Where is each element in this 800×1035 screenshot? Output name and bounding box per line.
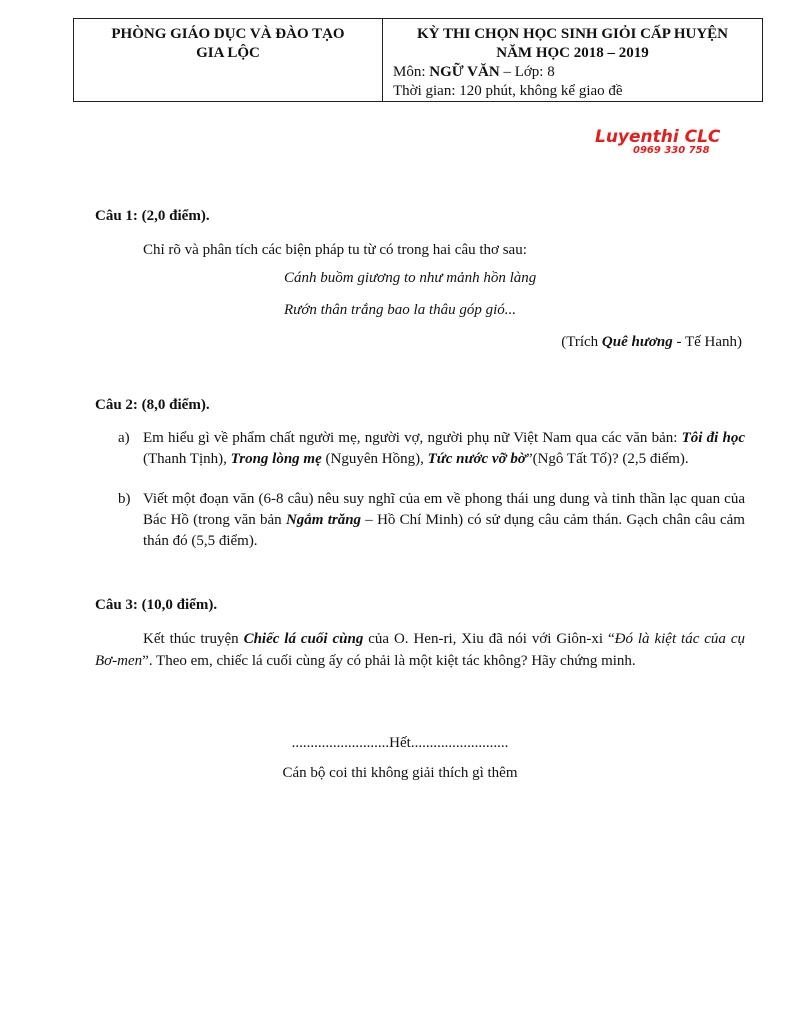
- source-author: - Tế Hanh): [672, 334, 742, 350]
- work-title: Ngắm trăng: [285, 512, 362, 528]
- text-run: ”. Theo em, chiếc lá cuối cùng ấy có phải là một kiệt tác không? Hãy chứng minh.: [142, 653, 636, 669]
- work-title: Chiếc lá cuối cùng: [243, 631, 364, 647]
- item-a-text: [143, 428, 745, 470]
- text-run: Viết một đoạn văn (6-8 câu) nêu suy nghĩ của em về phong thái ung dung và tinh thần lạc quan của Bác Hồ (trong văn bản: [143, 491, 745, 528]
- watermark-name: Luyenthi CLC: [595, 127, 721, 147]
- text-run: (Thanh Tịnh),: [143, 451, 231, 467]
- subject-line: [383, 63, 762, 82]
- question-1-prompt: Chỉ rõ và phân tích các biện pháp tu từ có trong hai câu thơ sau:: [143, 242, 527, 258]
- question-1-title: Câu 1: (2,0 điểm).: [95, 208, 210, 224]
- watermark-phone: 0969 330 758: [633, 145, 710, 156]
- subject-prefix: Môn:: [393, 64, 430, 80]
- work-title: Tức nước vỡ bờ: [427, 451, 526, 467]
- verse-line-1: Cánh buồm giương to như mảnh hồn làng: [284, 270, 537, 286]
- proctor-note: Cán bộ coi thi không giải thích gì thêm: [282, 765, 518, 781]
- text-run: (Nguyên Hồng),: [321, 451, 428, 467]
- question-3-title: Câu 3: (10,0 điểm).: [95, 597, 218, 613]
- time-line: Thời gian: 120 phút, không kể giao đề: [393, 83, 623, 99]
- exam-info-block: [383, 19, 762, 101]
- exam-header: [73, 18, 763, 102]
- end-marker: ..........................Hết..........................: [291, 735, 509, 751]
- exam-title: KỲ THI CHỌN HỌC SINH GIỎI CẤP HUYỆN: [416, 26, 728, 42]
- quoted-phrase: Đó là kiệt tác của cụ Bơ-men: [95, 631, 745, 669]
- question-3-text: [95, 628, 745, 672]
- department-block: [74, 19, 383, 101]
- school-year: NĂM HỌC 2018 – 2019: [496, 45, 649, 61]
- question-2-item-a: [118, 428, 745, 470]
- subject-name: NGỮ VĂN: [429, 64, 500, 80]
- source-work: Quê hương: [601, 334, 673, 350]
- source-prefix: (Trích: [561, 334, 602, 350]
- work-title: Trong lòng mẹ: [230, 451, 322, 467]
- work-title: Tôi đi học: [681, 430, 745, 446]
- verse-source: [561, 334, 742, 351]
- question-2-item-b: [118, 489, 745, 552]
- text-run: Em hiểu gì về phẩm chất người mẹ, người vợ, người phụ nữ Việt Nam qua các văn bản:: [143, 430, 682, 446]
- grade-label: – Lớp: 8: [499, 64, 555, 80]
- text-run: của O. Hen-ri, Xiu đã nói với Giôn-xi “: [363, 631, 615, 647]
- item-b-text: [143, 489, 745, 552]
- department-name: PHÒNG GIÁO DỤC VÀ ĐÀO TẠO: [111, 26, 345, 42]
- text-run: Kết thúc truyện: [143, 631, 244, 647]
- text-run: ”(Ngô Tất Tố)? (2,5 điểm).: [525, 451, 689, 467]
- text-run: – Hồ Chí Minh) có sử dụng câu cảm thán. Gạch chân câu cảm thán đó (5,5 điểm).: [143, 512, 745, 549]
- district-name: GIA LỘC: [196, 45, 260, 61]
- question-2-title: Câu 2: (8,0 điểm).: [95, 397, 210, 413]
- verse-line-2: Rướn thân trắng bao la thâu góp gió...: [284, 302, 517, 318]
- item-marker: a): [118, 430, 130, 446]
- item-marker: b): [118, 491, 131, 507]
- watermark-logo: [595, 127, 721, 158]
